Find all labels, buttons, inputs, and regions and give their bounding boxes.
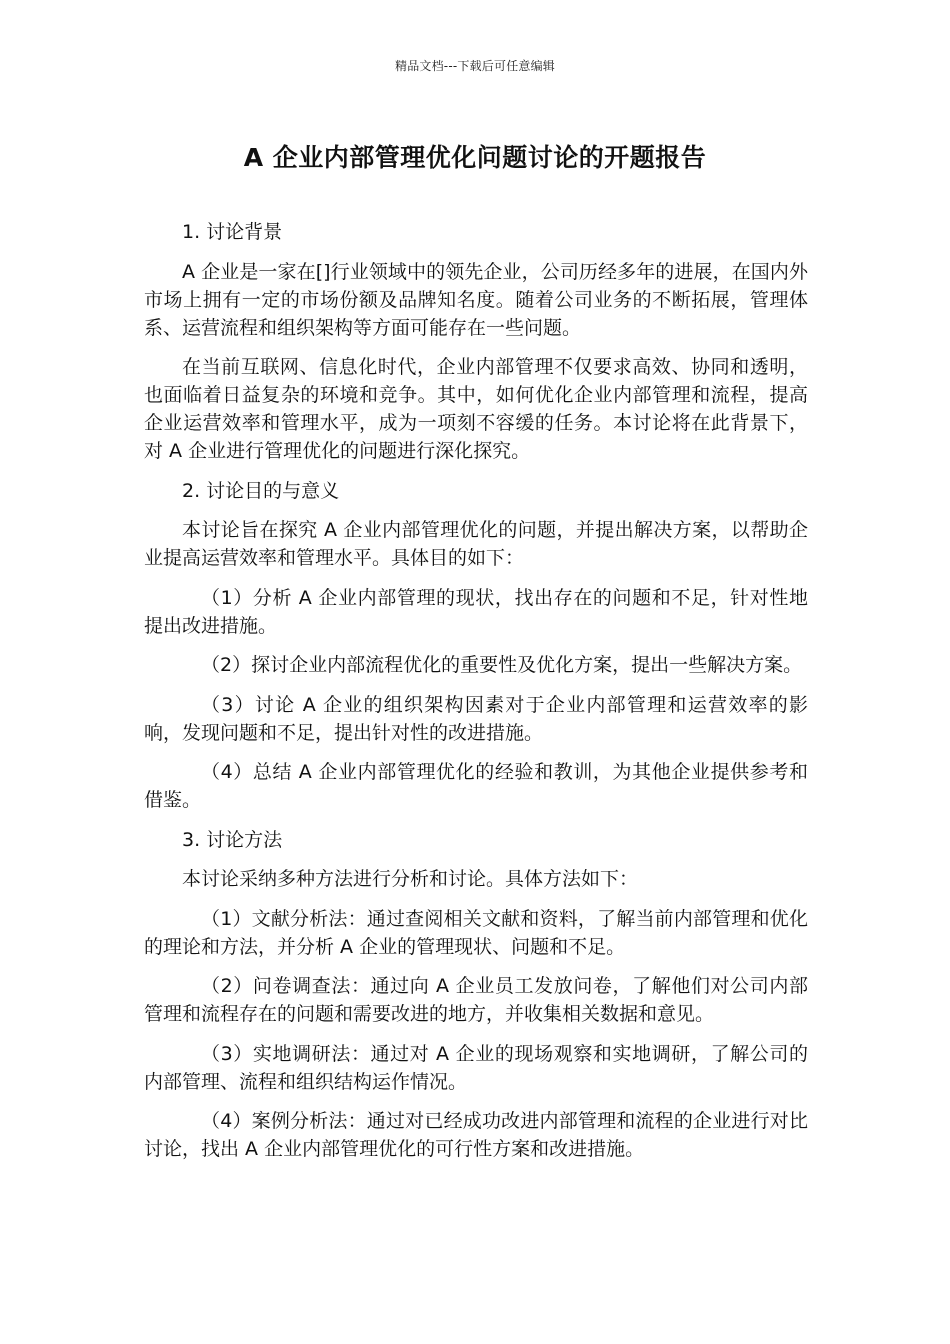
- list-item: （3）实地调研法：通过对 A 企业的现场观察和实地调研，了解公司的内部管理、流程和组织结构运作情况。: [144, 1042, 808, 1093]
- page-header-note: 精品文档---下载后可任意编辑: [395, 59, 555, 73]
- section-heading-methods: 3. 讨论方法: [182, 828, 283, 851]
- list-item: （3）讨论 A 企业的组织架构因素对于企业内部管理和运营效率的影响，发现问题和不足，提出针对性的改进措施。: [144, 693, 808, 744]
- paragraph: 在当前互联网、信息化时代，企业内部管理不仅要求高效、协同和透明，也面临着日益复杂的环境和竞争。其中，如何优化企业内部管理和流程，提高企业运营效率和管理水平，成为一项刻不容缓的任务。本讨论将在此背景下，对 A 企业进行管理优化的问题进行深化探究。: [144, 356, 808, 462]
- list-item: （2）探讨企业内部流程优化的重要性及优化方案，提出一些解决方案。: [201, 654, 803, 676]
- section-heading-background: 1. 讨论背景: [182, 221, 283, 243]
- paragraph: 本讨论旨在探究 A 企业内部管理优化的问题，并提出解决方案，以帮助企业提高运营效率和管理水平。具体目的如下：: [144, 519, 808, 569]
- document-title: A 企业内部管理优化问题讨论的开题报告: [243, 143, 707, 172]
- document-body: [144, 218, 808, 1175]
- paragraph: 本讨论采纳多种方法进行分析和讨论。具体方法如下：: [182, 868, 639, 890]
- list-item: （4）总结 A 企业内部管理优化的经验和教训，为其他企业提供参考和借鉴。: [144, 761, 808, 811]
- section-heading-purpose: 2. 讨论目的与意义: [182, 479, 340, 502]
- list-item: （1）文献分析法：通过查阅相关文献和资料，了解当前内部管理和优化的理论和方法，并分析 A 企业的管理现状、问题和不足。: [144, 907, 808, 958]
- list-item: （4）案例分析法：通过对已经成功改进内部管理和流程的企业进行对比讨论，找出 A 企业内部管理优化的可行性方案和改进措施。: [144, 1110, 808, 1160]
- list-item: （1）分析 A 企业内部管理的现状，找出存在的问题和不足，针对性地提出改进措施。: [144, 586, 808, 637]
- list-item: （2）问卷调查法：通过向 A 企业员工发放问卷，了解他们对公司内部管理和流程存在的问题和需要改进的地方，并收集相关数据和意见。: [144, 975, 808, 1025]
- paragraph: A 企业是一家在[]行业领域中的领先企业，公司历经多年的进展，在国内外市场上拥有一定的市场份额及品牌知名度。随着公司业务的不断拓展，管理体系、运营流程和组织架构等方面可能存在一些问题。: [144, 260, 808, 339]
